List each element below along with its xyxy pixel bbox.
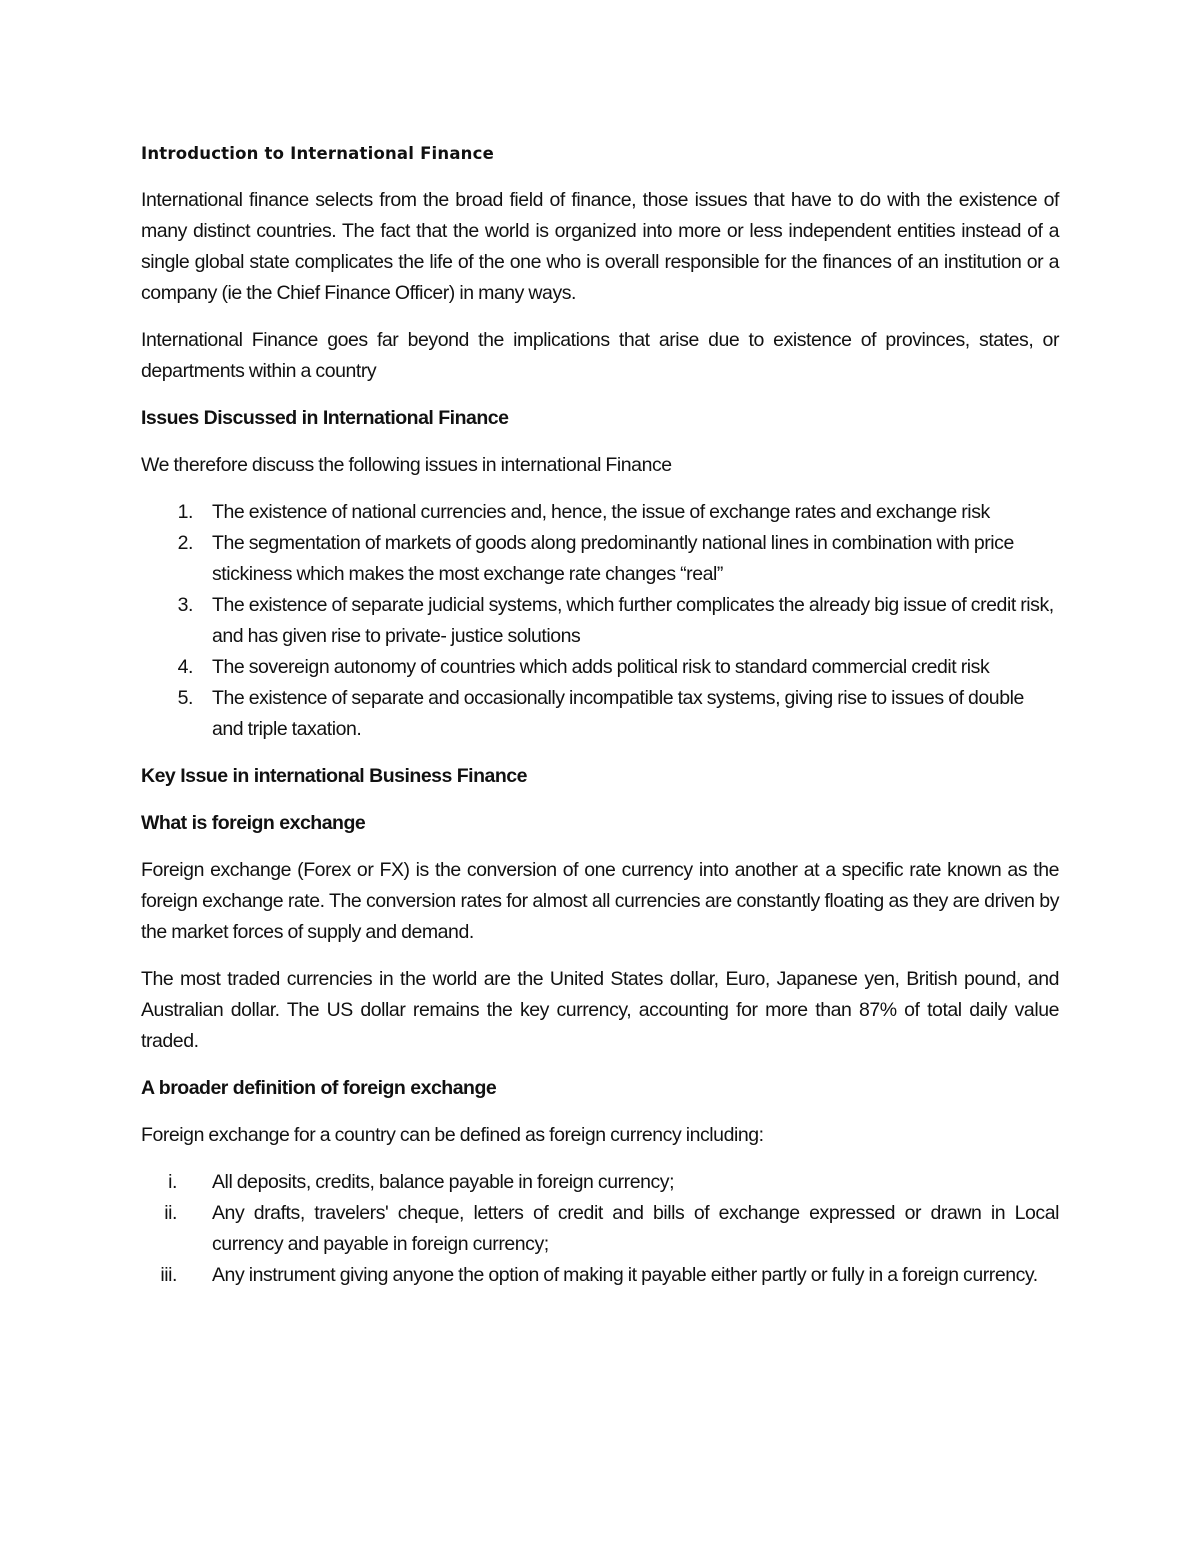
document-title: Introduction to International Finance bbox=[141, 144, 494, 163]
list-number: 4. bbox=[177, 656, 193, 678]
list-number: 3. bbox=[177, 594, 193, 616]
foreign-exchange-heading: What is foreign exchange bbox=[141, 812, 366, 834]
list-text: The existence of separate judicial systems, which further complicates the already big issue of credit risk, and has given rise to private- justice solutions bbox=[212, 594, 1054, 647]
broader-definition-lead: Foreign exchange for a country can be defined as foreign currency including: bbox=[141, 1124, 764, 1146]
issues-heading: Issues Discussed in International Finance bbox=[141, 407, 509, 429]
intro-paragraph-2: International Finance goes far beyond the implications that arise due to existence of provinces, states, or departments within a country bbox=[141, 329, 1059, 382]
list-item bbox=[141, 1260, 1059, 1291]
list-number: i. bbox=[168, 1171, 177, 1193]
document-page bbox=[141, 138, 1059, 1307]
list-text: The segmentation of markets of goods along predominantly national lines in combination with price stickiness which makes the most exchange rate changes “real” bbox=[212, 532, 1014, 585]
foreign-exchange-paragraph-1: Foreign exchange (Forex or FX) is the conversion of one currency into another at a specific rate known as the foreign exchange rate. The conversion rates for almost all currencies are constantly floating as they are driven by the market forces of supply and demand. bbox=[141, 859, 1059, 943]
list-text: All deposits, credits, balance payable in foreign currency; bbox=[212, 1171, 675, 1193]
broader-definition-heading: A broader definition of foreign exchange bbox=[141, 1077, 497, 1099]
list-item bbox=[141, 528, 1059, 590]
list-number: 1. bbox=[177, 501, 193, 523]
list-item bbox=[141, 590, 1059, 652]
list-item bbox=[141, 652, 1059, 683]
list-item bbox=[141, 497, 1059, 528]
intro-paragraph-1: International finance selects from the broad field of finance, those issues that have to do with the existence of many distinct countries. The fact that the world is organized into more or less independent entities instead of a single global state complicates the life of the one who is overall responsible for the finances of an institution or a company (ie the Chief Finance Officer) in many ways. bbox=[141, 189, 1059, 304]
list-item bbox=[141, 1198, 1059, 1260]
list-text: The existence of national currencies and, hence, the issue of exchange rates and exchange risk bbox=[212, 501, 990, 523]
list-text: Any instrument giving anyone the option of making it payable either partly or fully in a foreign currency. bbox=[212, 1264, 1038, 1286]
list-item bbox=[141, 1167, 1059, 1198]
list-text: The sovereign autonomy of countries which adds political risk to standard commercial credit risk bbox=[212, 656, 990, 678]
broader-definition-list bbox=[141, 1167, 1059, 1291]
list-number: 2. bbox=[177, 532, 193, 554]
foreign-exchange-paragraph-2: The most traded currencies in the world are the United States dollar, Euro, Japanese yen, British pound, and Australian dollar. The US dollar remains the key currency, accounting for more than 87% of total daily value traded. bbox=[141, 968, 1059, 1052]
list-item bbox=[141, 683, 1059, 745]
list-text: Any drafts, travelers' cheque, letters of credit and bills of exchange expressed or drawn in Local currency and payable in foreign currency; bbox=[212, 1202, 1059, 1255]
key-issue-heading: Key Issue in international Business Finance bbox=[141, 765, 527, 787]
issues-list bbox=[141, 497, 1059, 745]
list-number: 5. bbox=[177, 687, 193, 709]
issues-lead: We therefore discuss the following issues in international Finance bbox=[141, 454, 672, 476]
list-number: iii. bbox=[160, 1264, 177, 1286]
list-text: The existence of separate and occasionally incompatible tax systems, giving rise to issues of double and triple taxation. bbox=[212, 687, 1024, 740]
list-number: ii. bbox=[164, 1202, 177, 1224]
